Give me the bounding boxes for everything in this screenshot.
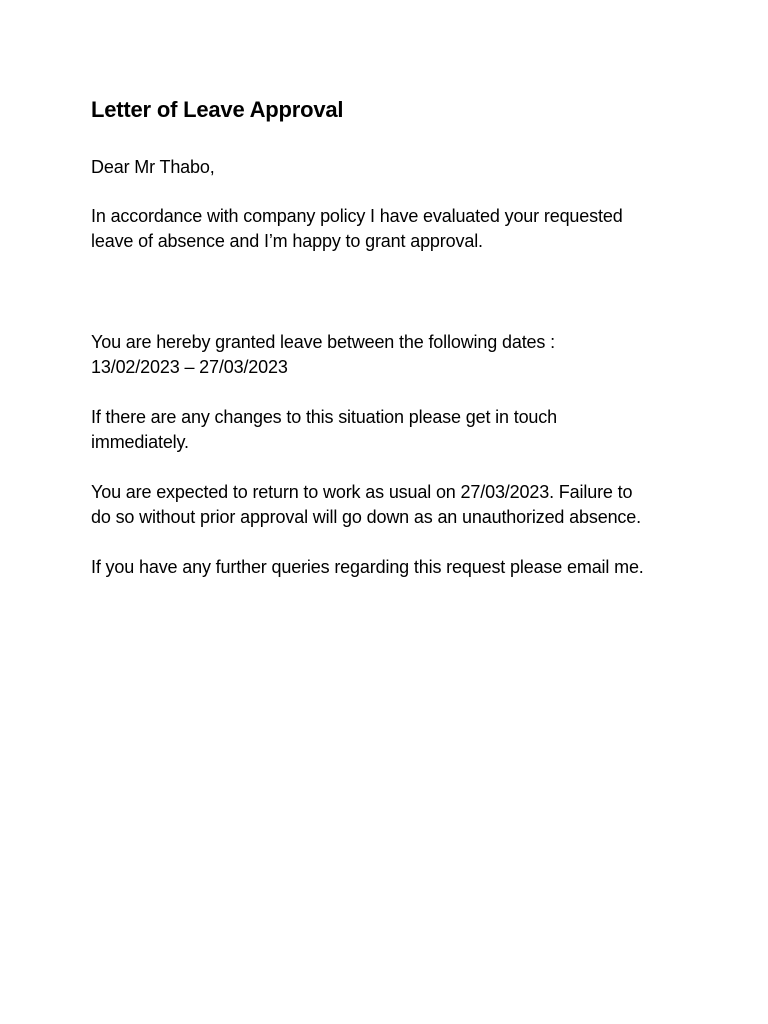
leave-dates-paragraph bbox=[91, 330, 691, 381]
changes-paragraph-line-1: If there are any changes to this situation please get in touch bbox=[91, 406, 558, 427]
policy-paragraph-line-1: In accordance with company policy I have evaluated your requested bbox=[91, 205, 623, 226]
changes-paragraph bbox=[91, 405, 691, 456]
changes-paragraph-line-2: immediately. bbox=[91, 432, 189, 452]
policy-paragraph bbox=[91, 204, 691, 255]
queries-paragraph: If you have any further queries regarding this request please email me. bbox=[91, 556, 644, 577]
leave-dates-intro: You are hereby granted leave between the following dates : bbox=[91, 331, 555, 352]
policy-paragraph-line-2: leave of absence and I’m happy to grant approval. bbox=[91, 231, 483, 251]
letter-title: Letter of Leave Approval bbox=[91, 97, 344, 122]
letter-body bbox=[91, 95, 691, 580]
return-paragraph-line-1: You are expected to return to work as usual on 27/03/2023. Failure to bbox=[91, 481, 633, 502]
leave-date-range: 13/02/2023 – 27/03/2023 bbox=[91, 357, 288, 377]
salutation: Dear Mr Thabo, bbox=[91, 157, 215, 177]
return-paragraph bbox=[91, 480, 691, 531]
return-paragraph-line-2: do so without prior approval will go down as an unauthorized absence. bbox=[91, 507, 641, 527]
